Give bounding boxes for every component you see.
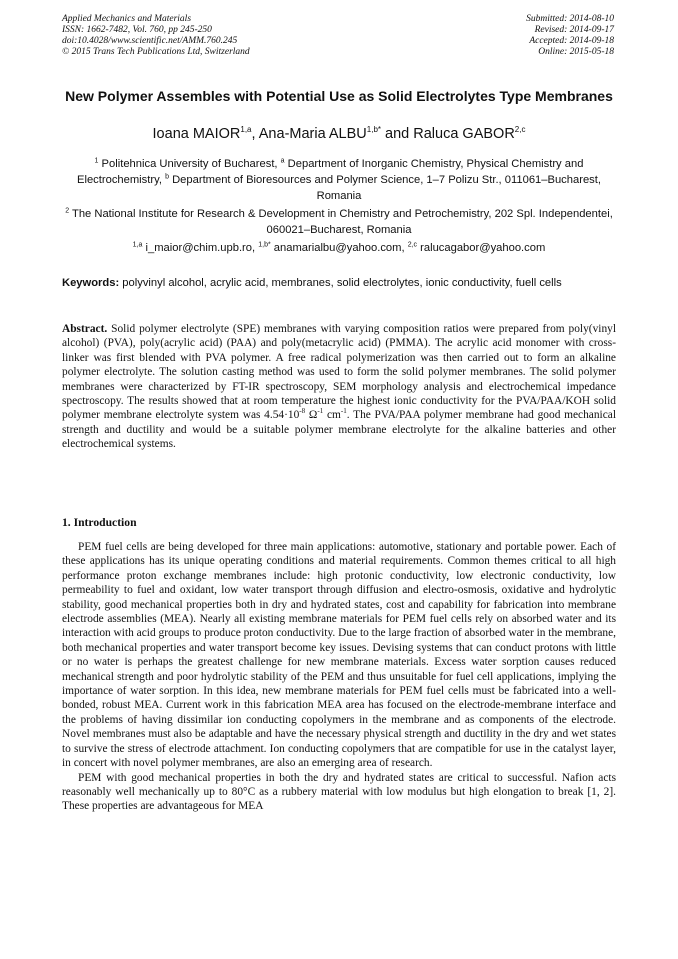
section-heading: 1. Introduction xyxy=(62,516,137,529)
abstract xyxy=(62,322,616,452)
introduction-body xyxy=(62,540,616,814)
affil-text: Department of Bioresources and Polymer Science, 1–7 Polizu Str., 011061–Bucharest, Romania xyxy=(168,174,601,202)
author-1-affil: 1,a xyxy=(240,125,252,135)
author-2: Ana-Maria ALBU xyxy=(258,126,367,142)
email-1[interactable]: i_maior@chim.upb.ro, xyxy=(142,242,259,254)
copyright-line: © 2015 Trans Tech Publications Ltd, Switzerland xyxy=(62,47,250,57)
issn-line: ISSN: 1662-7482, Vol. 760, pp 245-250 xyxy=(62,25,212,35)
intro-paragraph-2: PEM with good mechanical properties in both the dry and hydrated states are critical to successful. Nafion acts reasonably well mechanically up to 80°C as a rubbery material with low modulus but high elongation to break [1, 2]. These properties are advantageous for MEA xyxy=(62,771,616,813)
keywords-text: polyvinyl alcohol, acrylic acid, membranes, solid electrolytes, ionic conductivity, fuell cells xyxy=(119,277,562,289)
affil-text: Department of Inorganic Chemistry, Physical Chemistry and Electrochemistry, xyxy=(77,158,584,186)
affil-marker: a xyxy=(280,157,285,165)
author-emails xyxy=(62,240,616,256)
affiliation-2 xyxy=(62,206,616,238)
abstract-text: Ω xyxy=(305,409,318,422)
submission-dates xyxy=(526,14,614,58)
abstract-text: . The PVA/PAA polymer membrane had good mechanical strength and ductility and would be a suitable polymer membrane electrolyte for the alkaline batteries and other electrochemical systems. xyxy=(62,409,616,451)
email-marker: 1,a xyxy=(132,241,143,249)
affiliation-1 xyxy=(62,156,616,204)
affil-marker: 2 xyxy=(65,207,70,215)
author-separator: and xyxy=(381,126,414,142)
exponent: -1 xyxy=(340,407,347,416)
author-1: Ioana MAIOR xyxy=(152,126,241,142)
email-marker: 2,c xyxy=(407,241,418,249)
paper-title: New Polymer Assembles with Potential Use as Solid Electrolytes Type Membranes xyxy=(65,88,613,104)
exponent: -1 xyxy=(317,407,324,416)
accepted-date: Accepted: 2014-09-18 xyxy=(529,36,614,46)
abstract-text: Solid polymer electrolyte (SPE) membranes with varying composition ratios were prepared from poly(vinyl alcohol) (PVA), poly(acrylic acid) (PAA) and poly(metacrylic acid) (PMMA). The acrylic acid monomer with cross-linker was first blended with PVA polymer. A free radical polymerization was then carried out to form an alkaline polymer electrolyte. The solution casting method was used to form the solid polymer membranes. The solid polymer membranes were characterized by FT-IR spectroscopy, SEM morphology analysis and electrochemical impedance spectroscopy. The results showed that at room temperature the highest ionic conductivity for the PVA/PAA/KOH solid polymer membrane electrolyte system was 4.54·10 xyxy=(62,323,616,422)
affil-marker: 1 xyxy=(94,157,99,165)
exponent: -8 xyxy=(299,407,306,416)
email-marker: 1,b* xyxy=(258,241,271,249)
journal-info xyxy=(62,14,250,58)
online-date: Online: 2015-05-18 xyxy=(538,47,614,57)
email-3[interactable]: ralucagabor@yahoo.com xyxy=(417,242,546,254)
keywords xyxy=(62,276,616,291)
affil-text: The National Institute for Research & Development in Chemistry and Petrochemistry, 202 Spl. Independentei, 060021–Bucharest, Romania xyxy=(69,208,613,236)
abstract-label: Abstract. xyxy=(62,323,108,335)
keywords-label: Keywords: xyxy=(62,277,120,289)
doi-line: doi:10.4028/www.scientific.net/AMM.760.245 xyxy=(62,36,238,46)
journal-name: Applied Mechanics and Materials xyxy=(62,14,192,24)
author-3-affil: 2,c xyxy=(514,125,526,135)
intro-paragraph-1: PEM fuel cells are being developed for three main applications: automotive, stationary and portable power. Each of these applications has its unique operating conditions and material requirements. Common themes critical to all high performance proton exchange membranes include: high protonic conductivity, low electronic conductivity, low permeability to fuel and oxidant, low water transport through diffusion and electro-osmosis, oxidative and hydrolytic stability, good mechanical properties both in dry and hydrated states, cost and capability for fabrication into membrane electrode assemblies (MEA). Nearly all existing membrane materials for PEM fuel cells rely on absorbed water and its interaction with acid groups to produce proton conductivity. Due to the large fraction of absorbed water in the membrane, both mechanical properties and water transport become key issues. Devising systems that can conduct protons with little or no water is perhaps the greatest challenge for new membrane materials. Excess water sorption causes reduced mechanical strength and poor hydrolytic stability of the PEM and thus unsuitable for fuel cell applications, implying the importance of water sorption. In this idea, new membrane materials for PEM fuel cells must be fabricated into a well-bonded, robust MEA. Current work in this fabrication MEA area has focused on the electrode-membrane interface and the problems of having dissimilar ion conducting copolymers in the membrane and as components of the electrode. Novel membranes must also be adaptable and have the necessary physical strength and ductility in the dry and wet states to survive the stress of electrode attachment. Ion conducting copolymers that are compatible for use in the catalyst layer, in concert with novel polymer membranes, are also an emerging area of research. xyxy=(62,541,616,770)
submitted-date: Submitted: 2014-08-10 xyxy=(526,14,614,24)
revised-date: Revised: 2014-09-17 xyxy=(534,25,614,35)
author-list xyxy=(62,125,616,143)
abstract-text: cm xyxy=(323,409,341,422)
affil-marker: b xyxy=(165,173,169,181)
author-3: Raluca GABOR xyxy=(413,126,515,142)
author-2-affil: 1,b* xyxy=(366,125,381,135)
email-2[interactable]: anamarialbu@yahoo.com, xyxy=(270,242,408,254)
author-separator: , xyxy=(251,126,259,142)
affil-text: Politehnica University of Bucharest, xyxy=(98,158,281,170)
